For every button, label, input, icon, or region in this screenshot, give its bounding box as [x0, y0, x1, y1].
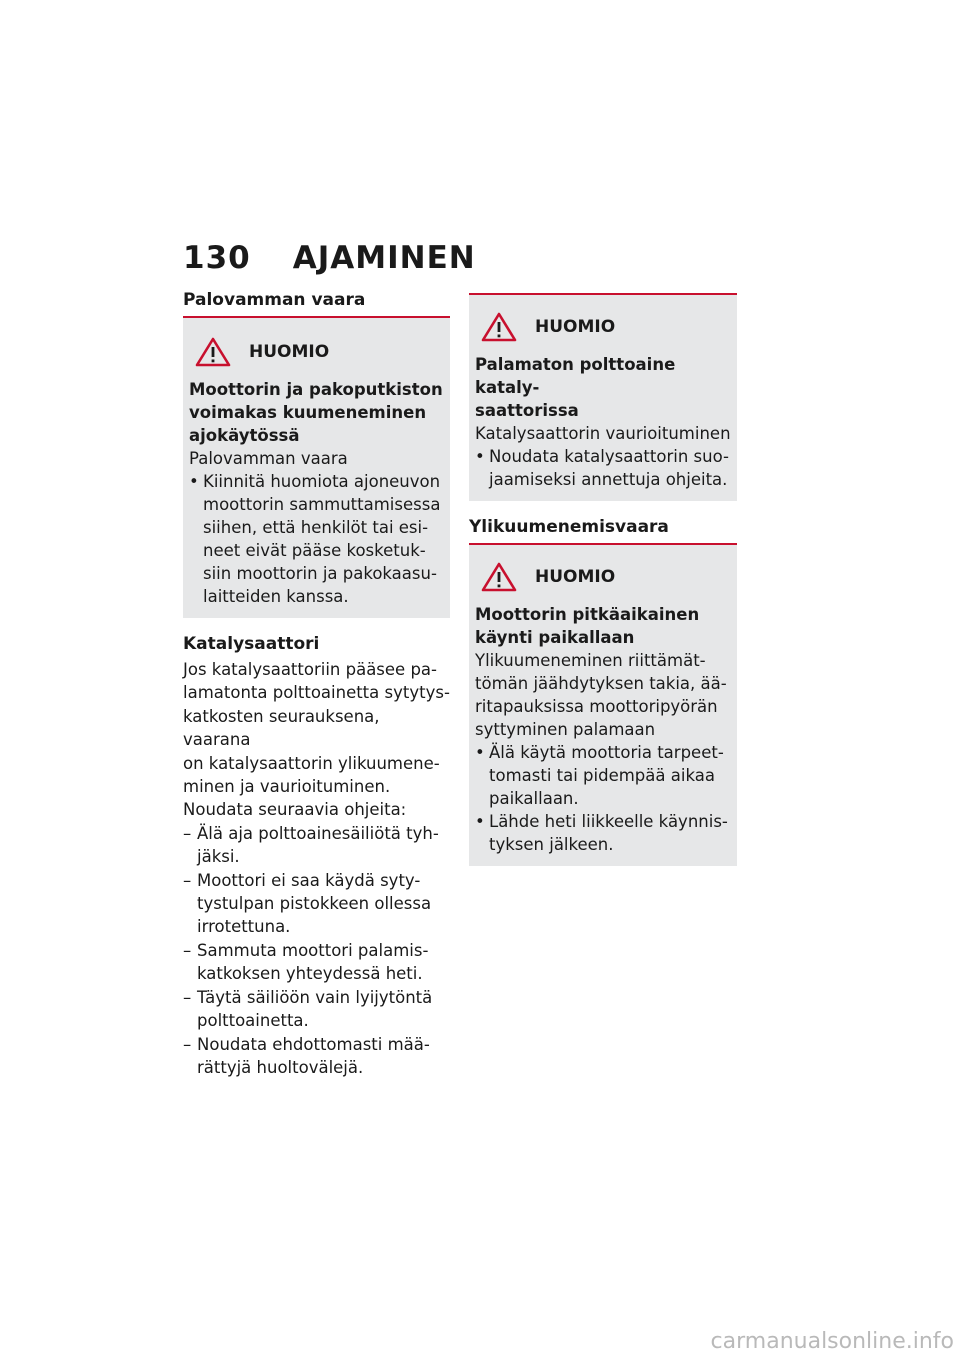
line: Jos katalysaattoriin pääsee pa-	[183, 660, 437, 679]
notice-header	[189, 332, 444, 372]
notice-title	[189, 378, 444, 447]
warning-triangle-icon	[481, 562, 517, 592]
notice-title-line: voimakas kuumeneminen	[189, 403, 427, 422]
line: paikallaan.	[489, 789, 579, 808]
notice-subtitle: Katalysaattorin vaurioituminen	[475, 424, 731, 443]
line: Lähde heti liikkeelle käynnis-	[489, 812, 728, 831]
section-heading-ylikuumenemisvaara: Ylikuumenemisvaara	[469, 517, 669, 537]
line: jaamiseksi annettuja ohjeita.	[489, 470, 728, 489]
list-item-text	[489, 445, 731, 491]
line: tyksen jälkeen.	[489, 835, 614, 854]
notice-header	[475, 307, 731, 347]
line: Noudata ehdottomasti mää-	[197, 1034, 430, 1054]
list-item-text	[197, 939, 450, 986]
list-item-text	[203, 470, 444, 608]
dash-mark: –	[183, 1034, 192, 1054]
list-item-text	[197, 1033, 450, 1080]
list-item	[183, 986, 450, 1033]
line: Noudata katalysaattorin suo-	[489, 447, 729, 466]
list-item	[475, 445, 731, 491]
notice-box	[469, 295, 737, 501]
dash-mark: –	[183, 987, 192, 1007]
line: Ylikuumeneminen riittämät-	[475, 651, 706, 670]
list-item	[183, 1033, 450, 1080]
line: moottorin sammuttamisessa	[203, 495, 441, 514]
line: tömän jäähdytyksen takia, ää-	[475, 674, 727, 693]
notice-box	[469, 545, 737, 866]
list-item-text	[489, 741, 731, 810]
watermark-text: carmanualsonline.info	[710, 1329, 954, 1354]
list-item	[183, 869, 450, 939]
list-item	[475, 741, 731, 810]
notice-label: HUOMIO	[535, 567, 616, 587]
notice-label: HUOMIO	[249, 342, 330, 362]
line: katkoksen yhteydessä heti.	[197, 964, 423, 984]
line: Täytä säiliöön vain lyijytöntä	[197, 987, 433, 1007]
line: Älä käytä moottoria tarpeet-	[489, 743, 724, 762]
dash-mark: –	[183, 870, 192, 890]
left-column	[183, 288, 450, 1079]
notice-title-line: Moottorin pitkäaikainen	[475, 605, 700, 624]
notice-title-line: käynti paikallaan	[475, 628, 635, 647]
notice-label: HUOMIO	[535, 317, 616, 337]
notice-title-line: Moottorin ja pakoputkiston	[189, 380, 443, 399]
bullet-mark: •	[475, 447, 485, 466]
line: katkosten seurauksena, vaarana	[183, 706, 380, 750]
body-paragraph	[183, 658, 450, 822]
line: on katalysaattorin ylikuumene-	[183, 753, 440, 773]
section-heading-palovamman: Palovamman vaara	[183, 290, 366, 310]
list-item-text	[197, 822, 450, 869]
notice-header	[475, 557, 731, 597]
line: polttoainetta.	[197, 1011, 309, 1031]
list-item-text	[489, 810, 731, 856]
line: lamatonta polttoainetta sytytys-	[183, 683, 450, 703]
bullet-mark: •	[189, 472, 199, 491]
chapter-title: AJAMINEN	[292, 240, 476, 276]
warning-triangle-icon	[195, 337, 231, 367]
line: tystulpan pistokkeen ollessa	[197, 894, 432, 914]
notice-subtitle	[475, 649, 731, 741]
list-item	[183, 939, 450, 986]
line: tomasti tai pidempää aikaa	[489, 766, 715, 785]
dash-mark: –	[183, 940, 192, 960]
line: syttyminen palamaan	[475, 720, 656, 739]
notice-title-line: Palamaton polttoaine kataly-	[475, 355, 676, 397]
line: jäksi.	[197, 847, 240, 867]
notice-title	[475, 353, 731, 422]
notice-title-line: saattorissa	[475, 401, 579, 420]
line: siin moottorin ja pakokaasu-	[203, 564, 437, 583]
list-item-text	[197, 869, 450, 939]
list-item	[189, 470, 444, 608]
bullet-mark: •	[475, 812, 485, 831]
notice-title-line: ajokäytössä	[189, 426, 300, 445]
line: irrotettuna.	[197, 917, 291, 937]
right-column	[469, 293, 737, 866]
warning-triangle-icon	[481, 312, 517, 342]
line: Kiinnitä huomiota ajoneuvon	[203, 472, 441, 491]
line: minen ja vaurioituminen.	[183, 777, 391, 797]
notice-box	[183, 318, 450, 618]
line: neet eivät pääse kosketuk-	[203, 541, 426, 560]
dash-mark: –	[183, 823, 192, 843]
notice-subtitle: Palovamman vaara	[189, 449, 348, 468]
line: Sammuta moottori palamis-	[197, 940, 429, 960]
page-number: 130	[183, 240, 251, 276]
list-item	[475, 810, 731, 856]
line: rättyjä huoltovälejä.	[197, 1057, 364, 1077]
bullet-mark: •	[475, 743, 485, 762]
line: laitteiden kanssa.	[203, 587, 349, 606]
line: siihen, että henkilöt tai esi-	[203, 518, 429, 537]
list-item	[183, 822, 450, 869]
line: Noudata seuraavia ohjeita:	[183, 800, 407, 820]
page-header	[183, 240, 476, 276]
notice-title	[475, 603, 731, 649]
line: ritapauksissa moottoripyörän	[475, 697, 718, 716]
line: Moottori ei saa käydä syty-	[197, 870, 421, 890]
section-heading-katalysaattori: Katalysaattori	[183, 634, 320, 654]
list-item-text	[197, 986, 450, 1033]
line: Älä aja polttoainesäiliötä tyh-	[197, 823, 439, 843]
